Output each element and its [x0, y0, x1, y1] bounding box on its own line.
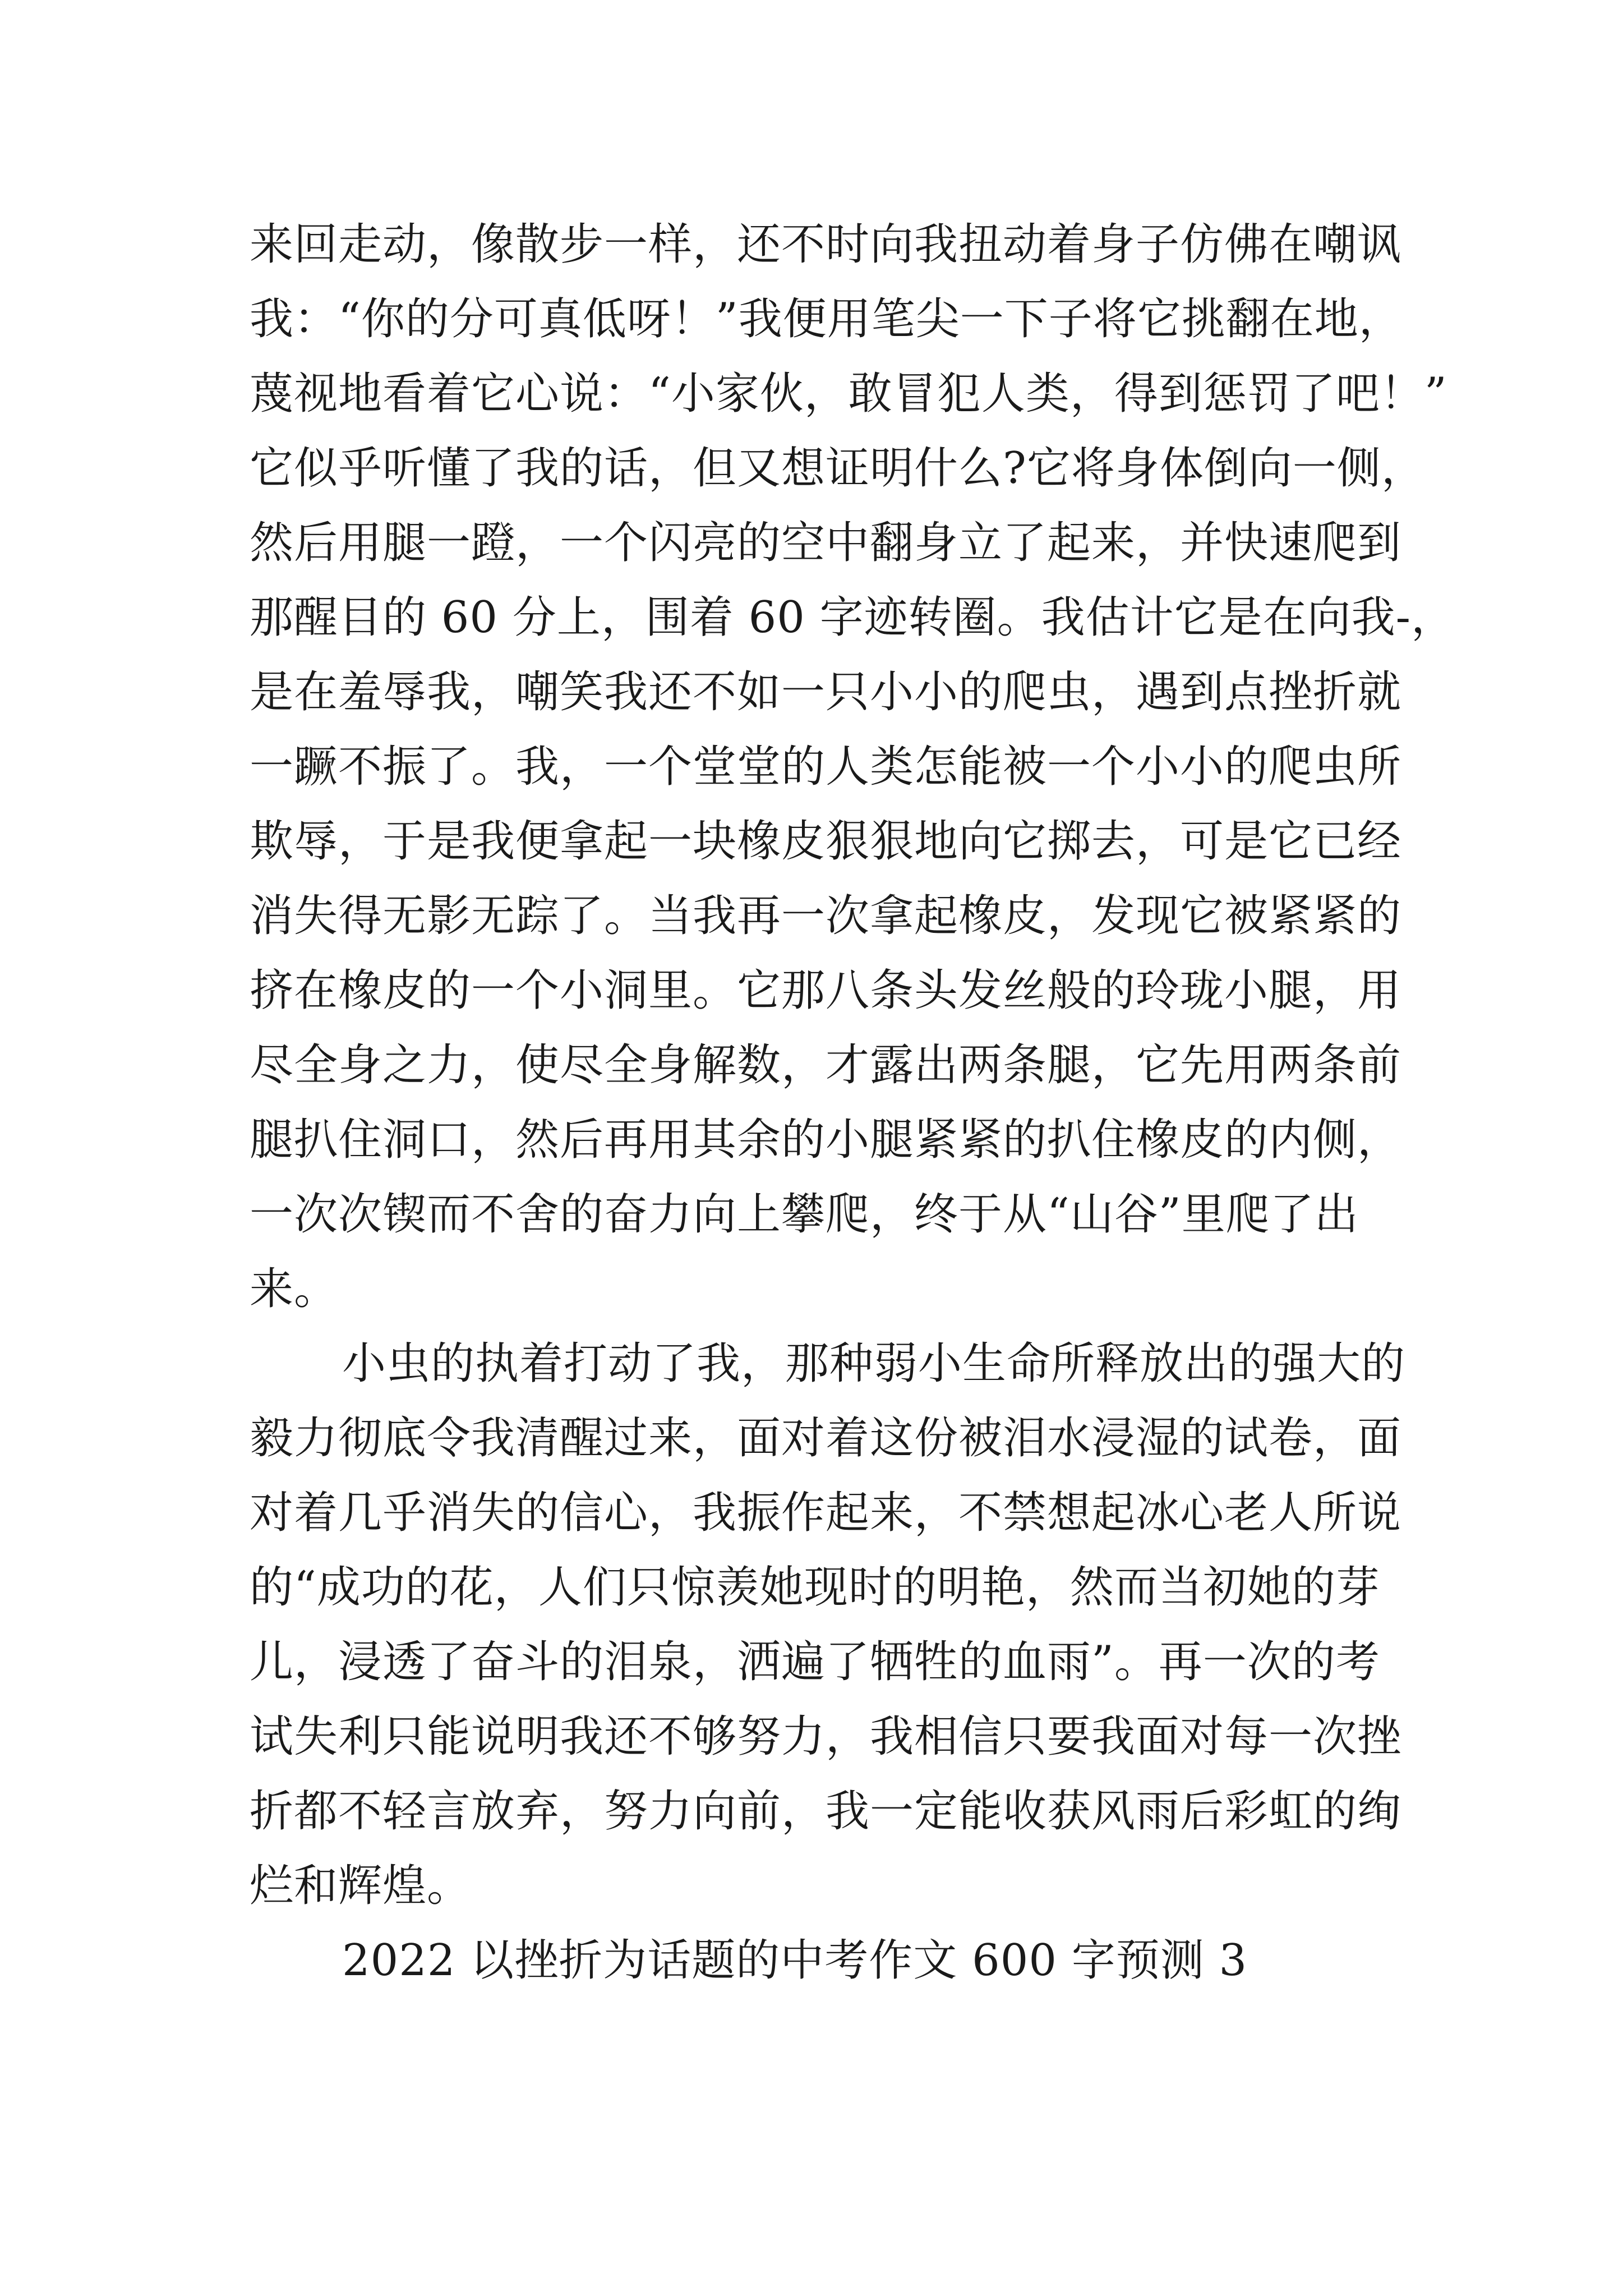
- text-line: 腿扒住洞口，然后再用其余的小腿紧紧的扒住橡皮的内侧，: [250, 1115, 1402, 1165]
- document-body: [250, 208, 1456, 1998]
- text-line: 儿，浸透了奋斗的泪泉，洒遍了牺牲的血雨”。再一次的考: [250, 1637, 1380, 1687]
- text-line: 那醒目的 60 分上，围着 60 字迹转圈。我估计它是在向我-，: [250, 592, 1456, 643]
- text-line: 折都不轻言放弃，努力向前，我一定能收获风雨后彩虹的绚: [250, 1786, 1402, 1837]
- text-line: 尽全身之力，使尽全身解数，才露出两条腿，它先用两条前: [250, 1040, 1402, 1091]
- text-line: 然后用腿一蹬，一个闪亮的空中翻身立了起来，并快速爬到: [250, 518, 1402, 568]
- text-line: 它似乎听懂了我的话，但又想证明什么?它将身体倒向一侧，: [250, 443, 1426, 494]
- text-line: 对着几乎消失的信心，我振作起来，不禁想起冰心老人所说: [250, 1488, 1402, 1538]
- text-line: 消失得无影无踪了。当我再一次拿起橡皮，发现它被紧紧的: [250, 891, 1402, 941]
- text-line: 一次次锲而不舍的奋力向上攀爬，终于从“山谷”里爬了出: [250, 1189, 1359, 1240]
- text-line: 是在羞辱我，嘲笑我还不如一只小小的爬虫，遇到点挫折就: [250, 667, 1402, 717]
- text-line: 来。: [250, 1264, 339, 1314]
- text-line: 的“成功的花，人们只惊羡她现时的明艳，然而当初她的芽: [250, 1562, 1380, 1613]
- paragraph-1: [250, 208, 1456, 1327]
- text-line: 欺辱，于是我便拿起一块橡皮狠狠地向它掷去，可是它已经: [250, 816, 1402, 867]
- section-heading: 2022 以挫折为话题的中考作文 600 字预测 3: [342, 1935, 1248, 1986]
- text-line: 小虫的执着打动了我，那种弱小生命所释放出的强大的: [342, 1338, 1406, 1389]
- text-line: 毅力彻底令我清醒过来，面对着这份被泪水浸湿的试卷，面: [250, 1413, 1402, 1464]
- text-line: 一蹶不振了。我，一个堂堂的人类怎能被一个小小的爬虫所: [250, 742, 1402, 792]
- text-line: 来回走动，像散步一样，还不时向我扭动着身子仿佛在嘲讽: [250, 219, 1402, 270]
- text-line: 烂和辉煌。: [250, 1861, 472, 1911]
- text-line: 我：“你的分可真低呀！”我便用笔尖一下子将它挑翻在地，: [250, 294, 1403, 344]
- text-line: 挤在橡皮的一个小洞里。它那八条头发丝般的玲珑小腿，用: [250, 965, 1402, 1016]
- text-line: 蔑视地看着它心说：“小家伙，敢冒犯人类，得到惩罚了吧！”: [250, 369, 1447, 419]
- paragraph-2: [250, 1327, 1406, 1924]
- text-line: 试失利只能说明我还不够努力，我相信只要我面对每一次挫: [250, 1711, 1402, 1762]
